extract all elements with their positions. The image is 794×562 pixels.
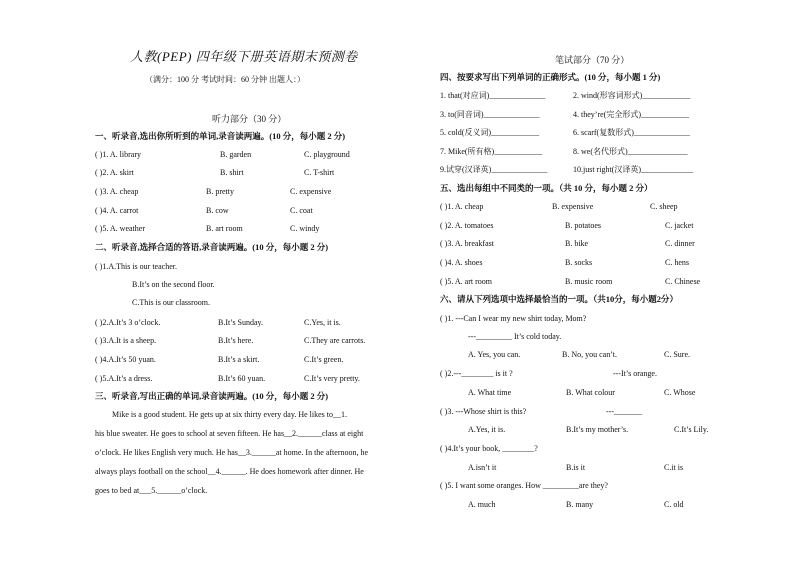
section-6-question-3: ( )3. ---Whose shirt is this?	[440, 407, 527, 416]
section-6-question-1-line: ---_________ It’s cold today.	[468, 332, 562, 341]
written-section-title: 笔试部分（70 分）	[555, 55, 630, 65]
exam-info: （满分：100 分 考试时间：60 分钟 出题人：）	[145, 75, 305, 84]
passage-line: Mike is a good student. He gets up at six thirty every day. He likes to__1.	[112, 410, 347, 419]
section-2-question-1: ( )1.A.This is our teacher.	[95, 262, 177, 271]
passage-line: always plays football on the school__4.______. He does homework after dinner. He	[95, 467, 364, 476]
section-6-question-2-reply: ---It’s orange.	[613, 369, 657, 378]
section-2-question-1-b: B.It’s on the second floor.	[132, 280, 215, 289]
exam-title: 人教(PEP) 四年级下册英语期末预测卷	[130, 49, 358, 64]
section-6-question-3-reply: ---_______	[606, 407, 642, 416]
section-6-question-1: ( )1. ---Can I wear my new shirt today, Mom?	[440, 314, 587, 323]
section-6-question-5: ( )5. I want some oranges. How _________are they?	[440, 481, 608, 490]
section-4-heading: 四、按要求写出下列单词的正确形式。(10 分，每小题 1 分)	[440, 72, 661, 82]
section-2-heading: 二、听录音,选择合适的答语,录音读两遍。(10 分，每小题 2 分)	[95, 242, 329, 252]
section-3-heading: 三、听录音,写出正确的单词,录音读两遍。(10 分，每小题 2 分)	[95, 391, 329, 401]
section-1-heading: 一、听录音,选出你所听到的单词,录音读两遍。(10 分，每小题 2 分)	[95, 131, 346, 141]
section-5-heading: 五、选出每组中不同类的一项。（共 10 分，每小题 2 分）	[440, 183, 653, 193]
passage-line: o’clock. He likes English very much. He has__3.______at home. In the afternoon, he	[95, 448, 369, 457]
passage-line: goes to bed at___5.______o’clock.	[95, 486, 208, 495]
section-2-question-1-c: C.This is our classroom.	[132, 298, 210, 307]
passage-line: his blue sweater. He goes to school at seven fifteen. He has__2.______class at eight	[95, 429, 364, 438]
listening-section-title: 听力部分（30 分）	[212, 114, 287, 124]
section-6-heading: 六、请从下列选项中选择最恰当的一项。（共10分，每小题2分）	[440, 294, 679, 304]
section-6-question-2: ( )2.---________ is it ?	[440, 369, 513, 378]
section-6-question-4: ( )4.It’s your book, ________?	[440, 444, 538, 453]
